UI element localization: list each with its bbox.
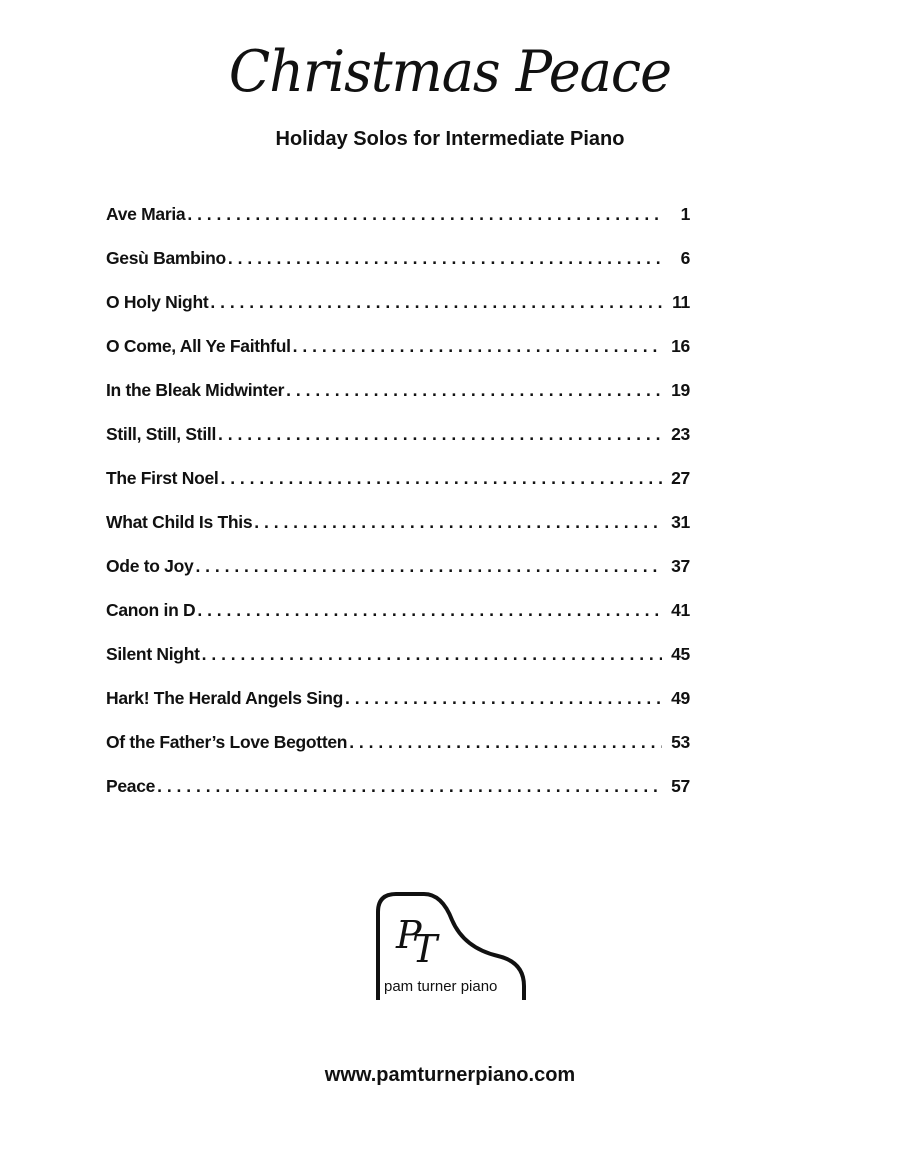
toc-entry-ode-to-joy [106,556,690,600]
toc-entry-page: 57 [671,776,690,796]
toc-entry-page: 19 [671,380,690,400]
toc-dot-leader [349,732,662,753]
toc-entry-title: Silent Night [106,644,200,664]
toc-entry-title: The First Noel [106,468,219,488]
toc-entry-page: 31 [671,512,690,532]
toc-dot-leader [210,292,662,313]
toc-entry-title: Hark! The Herald Angels Sing [106,688,343,708]
toc-entry-of-the-fathers-love-begotten [106,732,690,776]
toc-entry-page: 45 [671,644,690,664]
toc-entry-page: 49 [671,688,690,708]
toc-entry-o-holy-night [106,292,690,336]
toc-entry-page: 27 [671,468,690,488]
toc-entry-page: 16 [671,336,690,356]
toc-entry-what-child-is-this [106,512,690,556]
toc-entry-title: Gesù Bambino [106,248,226,268]
toc-entry-title: Peace [106,776,156,796]
toc-entry-title: Ode to Joy [106,556,194,576]
website-url: www.pamturnerpiano.com [324,1064,576,1086]
logo-monogram-t: T [412,927,438,971]
pam-turner-piano-logo [372,890,528,1002]
table-of-contents [106,204,690,820]
toc-dot-leader [228,248,662,269]
toc-entry-page: 6 [680,248,690,268]
logo-monogram: P [396,913,422,957]
toc-dot-leader [220,468,662,489]
toc-entry-title: Of the Father’s Love Begotten [106,732,348,752]
toc-entry-silent-night [106,644,690,688]
toc-entry-title: Canon in D [106,600,196,620]
toc-entry-page: 41 [671,600,690,620]
toc-entry-title: In the Bleak Midwinter [106,380,285,400]
page-subtitle: Holiday Solos for Intermediate Piano [275,128,625,150]
toc-entry-title: O Come, All Ye Faithful [106,336,291,356]
toc-dot-leader [218,424,662,445]
toc-entry-still-still-still [106,424,690,468]
toc-entry-peace [106,776,690,820]
toc-dot-leader [293,336,662,357]
toc-dot-leader [254,512,662,533]
logo-text: pam turner piano [384,978,498,995]
page-title: Christmas Peace [228,38,672,105]
toc-entry-ave-maria [106,204,690,248]
toc-dot-leader [197,600,662,621]
toc-entry-hark-the-herald-angels-sing [106,688,690,732]
toc-entry-page: 11 [672,292,690,312]
toc-entry-canon-in-d [106,600,690,644]
toc-dot-leader [286,380,662,401]
toc-entry-page: 53 [671,732,690,752]
toc-entry-gesu-bambino [106,248,690,292]
toc-entry-in-the-bleak-midwinter [106,380,690,424]
toc-dot-leader [195,556,662,577]
toc-entry-page: 23 [671,424,690,444]
toc-dot-leader [345,688,662,709]
toc-entry-the-first-noel [106,468,690,512]
toc-entry-page: 37 [671,556,690,576]
toc-dot-leader [187,204,662,225]
toc-entry-title: Ave Maria [106,204,186,224]
toc-entry-page: 1 [680,204,690,224]
toc-dot-leader [202,644,662,665]
toc-entry-title: Still, Still, Still [106,424,217,444]
toc-entry-title: What Child Is This [106,512,253,532]
toc-entry-title: O Holy Night [106,292,209,312]
toc-dot-leader [157,776,662,797]
toc-entry-o-come-all-ye-faithful [106,336,690,380]
